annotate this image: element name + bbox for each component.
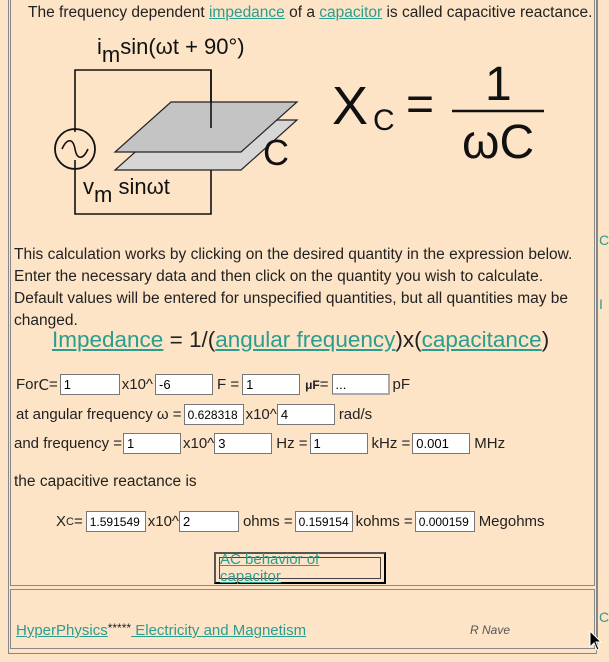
angular-frequency-link[interactable]: angular frequency: [215, 327, 396, 352]
capacitance-link[interactable]: capacitance: [421, 327, 542, 352]
svg-text:imsin(ωt + 90°): [97, 34, 245, 67]
hyperphysics-link[interactable]: HyperPhysics: [16, 622, 108, 639]
angular-frequency-exponent-input[interactable]: [277, 404, 335, 425]
right-column-link-1[interactable]: C: [599, 232, 609, 248]
sine-wave-icon: [62, 141, 88, 158]
capacitance-exponent-input[interactable]: [155, 374, 213, 395]
equation-x: X: [332, 76, 369, 136]
voltage-expression: sinωt: [112, 174, 170, 199]
footer-stars: *****: [107, 621, 132, 635]
impedance-formula: Impedance = 1/(angular frequency)x(capacitance): [52, 327, 550, 352]
megohm-input[interactable]: [415, 511, 475, 532]
ac-behavior-link[interactable]: AC behavior of capacitor: [220, 551, 320, 585]
electricity-magnetism-link[interactable]: Electricity and Magnetism: [131, 622, 307, 639]
megahertz-input[interactable]: [412, 433, 470, 454]
frequency-exponent-input[interactable]: [214, 433, 272, 454]
current-subscript: m: [101, 42, 121, 67]
angular-frequency-row: at angular frequency ω = 0.628318 x10^ 4 rad/s: [16, 404, 372, 425]
kilohertz-input[interactable]: [310, 433, 368, 454]
right-column-link-2[interactable]: I: [599, 296, 603, 312]
svg-text:vm sinωt: [83, 174, 170, 207]
intro-text: The frequency dependent impedance of a capacitor is called capacitive reactance.: [28, 4, 593, 21]
capacitor-link[interactable]: capacitor: [319, 4, 383, 21]
equation-numerator: 1: [485, 58, 512, 111]
picofarad-input[interactable]: [332, 374, 390, 395]
capacitance-row: For C = 1 x10^ -6 F = 1 μF = ... pF: [16, 374, 410, 395]
capacitor-label: C: [263, 132, 289, 173]
reactance-equation: [330, 58, 560, 168]
right-column-link-3[interactable]: C: [599, 609, 609, 625]
frequency-mantissa-input[interactable]: [123, 433, 181, 454]
instructions-paragraph: This calculation works by clicking on the desired quantity in the expression below. Enter the necessary data and then click on the quantity you wish to calculate. Default values will be entered for unspecified quantities, but all quantities may be changed.: [14, 246, 573, 329]
reactance-exponent-input[interactable]: [179, 511, 239, 532]
reactance-mantissa-input[interactable]: [86, 511, 146, 532]
reactance-symbol: X: [56, 513, 67, 530]
equation-equals: =: [406, 78, 435, 131]
current-expression: sin(ωt + 90°): [120, 34, 245, 59]
impedance-link[interactable]: impedance: [208, 4, 285, 21]
footer-navigation: [16, 621, 306, 639]
equation-subscript: C: [373, 104, 395, 137]
microfarad-input[interactable]: [242, 374, 300, 395]
impedance-formula-link[interactable]: Impedance: [52, 327, 164, 352]
frequency-row: and frequency = 1 x10^ 3 Hz = 1 kHz = 0.001 MHz: [14, 433, 505, 454]
capacitance-symbol: C: [38, 375, 49, 394]
capacitance-mantissa-input[interactable]: [60, 374, 120, 395]
reactance-row: X C = 1.591549 x10^ 2 ohms = 0.159154 kohms = 0.000159 Megohms: [56, 511, 545, 532]
angular-frequency-mantissa-input[interactable]: [184, 404, 244, 425]
result-label: the capacitive reactance is: [14, 473, 197, 490]
mouse-cursor-icon: [589, 630, 603, 652]
voltage-symbol: v: [83, 174, 94, 199]
capacitor-circuit-diagram: [45, 32, 325, 222]
ac-behavior-button[interactable]: [214, 552, 386, 584]
right-column-border: [597, 0, 598, 650]
footer-cell: [10, 589, 595, 649]
equation-denominator: ωC: [462, 116, 535, 169]
current-symbol: i: [97, 34, 102, 59]
voltage-subscript: m: [94, 182, 113, 207]
author-credit: R Nave: [470, 623, 511, 637]
kilohm-input[interactable]: [295, 511, 353, 532]
